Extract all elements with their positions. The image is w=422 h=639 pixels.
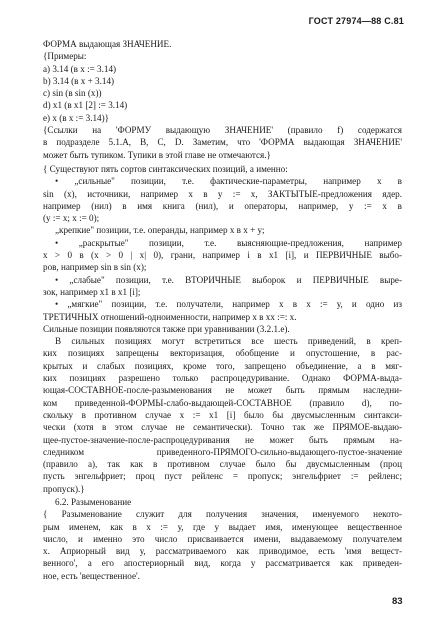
text-line: • „раскрытые" позиции, т.е. выясняющие-предложения, например [55,237,402,248]
text-line: d) x1 (в x1 [2] := 3.14) [43,100,128,111]
text-line: { Разыменование служит для получения значения, именуемого некото- [43,509,402,520]
text-line: ТРЕТИЧНЫХ отношений-одноименности, например х в хх :=: х. [43,311,297,322]
text-line: Сильные позиции появляются также при уравнивании (3.2.1.е). [43,323,290,334]
text-line: чески (хотя в этом случае не семантически). Точно так же ПРЯМОЕ-выдаю- [43,422,402,433]
text-line: ких позициях запрещены векторизация, обобщение и опустошение, в рас- [43,348,402,359]
text-line: скольку в противном случае х := x1 [i] было бы двусмысленным синтакси- [43,409,402,420]
text-line: c) sin (в sin (x)) [43,88,102,99]
text-line: ких позициях разрешено только распроцедуривание. Однако ФОРМА-выда- [43,373,402,384]
text-line: • „сильные" позиции, т.е. фактические-параметры, например х в [55,176,402,187]
text-line: (правило а), так как в противном случае было бы двусмысленным (проц [43,459,402,470]
text-line: число, и именно это число присваивается имени, выдаваемому получателем [43,533,402,544]
text-line: крытых и слабых позициях, кроме того, запрещено объединение, а в мяг- [43,360,402,371]
text-line: в подразделе 5.1.А, В, С, D. Заметим, что 'ФОРМА выдающая ЗНАЧЕНИЕ' [43,137,402,148]
section-heading: 6.2. Разыменование [55,496,132,507]
text-line: { Существуют пять сортов синтаксических позиций, а именно: [43,163,288,174]
text-line: • „мягкие" позиции, т.е. получатели, например х в х := у, и одно из [55,299,402,310]
text-line: (у := х; х := 0); [43,213,100,224]
text-line: ющая-СОСТАВНОЕ-после-разыменования не может быть прямым наследни- [43,385,402,396]
text-line: {Примеры: [43,51,87,62]
text-line: • „слабые" позиции, т.е. ВТОРИЧНЫЕ выборок и ПЕРВИЧНЫЕ выре- [55,274,402,285]
text-line: может быть тупиком. Тупики в этой главе не отмечаются.} [43,149,271,160]
text-line: например (нил) в имя книга (нил), и операторы, например, у := х в [43,200,402,211]
text-line: ров, например sin в sin (x); [43,262,147,273]
text-line: ное, есть 'вещественное'. [43,570,140,581]
text-line: a) 3.14 (в х := 3.14) [43,63,117,74]
text-line: следником приведенного-ПРЯМОГО-сильно-выдающего-пустое-значение [43,446,402,457]
text-line: венного', а его апостериорный вид, когда у рассматривается как приведен- [43,558,402,569]
text-line: х. Априорный вид у, рассматриваемого как приводимое, есть 'имя вещест- [43,546,402,557]
text-line: e) x (в х := 3.14)} [43,112,110,123]
text-line: В сильных позициях могут встретиться все шесть приведений, в креп- [55,336,402,347]
text-line: рым именем, как в х := у, где у выдает имя, именующее вещественное [43,521,402,532]
page-header: ГОСТ 27974—88 С.81 [308,16,404,26]
text-line: {Ссылки на 'ФОРМУ выдающую ЗНАЧЕНИЕ' (правило f) содержатся [43,125,402,136]
text-line: пропуск).} [43,483,85,494]
text-line: sin (x), источники, например х в у := х, ЗАКТЫТЫЕ-предложения ядер. [43,188,402,199]
page-number: 83 [392,596,403,607]
text-line: b) 3.14 (в х + 3.14) [43,75,115,86]
text-line: зок, например x1 в x1 [i]; [43,286,141,297]
text-line: ком приведенной-ФОРМЫ-слабо-выдающей-СОСТАВНОЕ (правило d), по- [43,397,402,408]
text-line: „крепкие" позиции, т.е. операнды, например х в х + у; [55,225,265,236]
text-line: щее-пустое-значение-после-распроцедуривания не может быть прямым на- [43,434,402,445]
page-body [43,38,402,582]
text-line: х > 0 в (х > 0 | х| 0), грани, например i в x1 [i], и ПЕРВИЧНЫЕ выбо- [43,250,402,261]
text-line: ФОРМА выдающая ЗНАЧЕНИЕ. [43,39,172,49]
text-line: пусть энгельфриет; проц пуст рейленс = пропуск; энгельфриет := рейленс; [43,471,402,482]
